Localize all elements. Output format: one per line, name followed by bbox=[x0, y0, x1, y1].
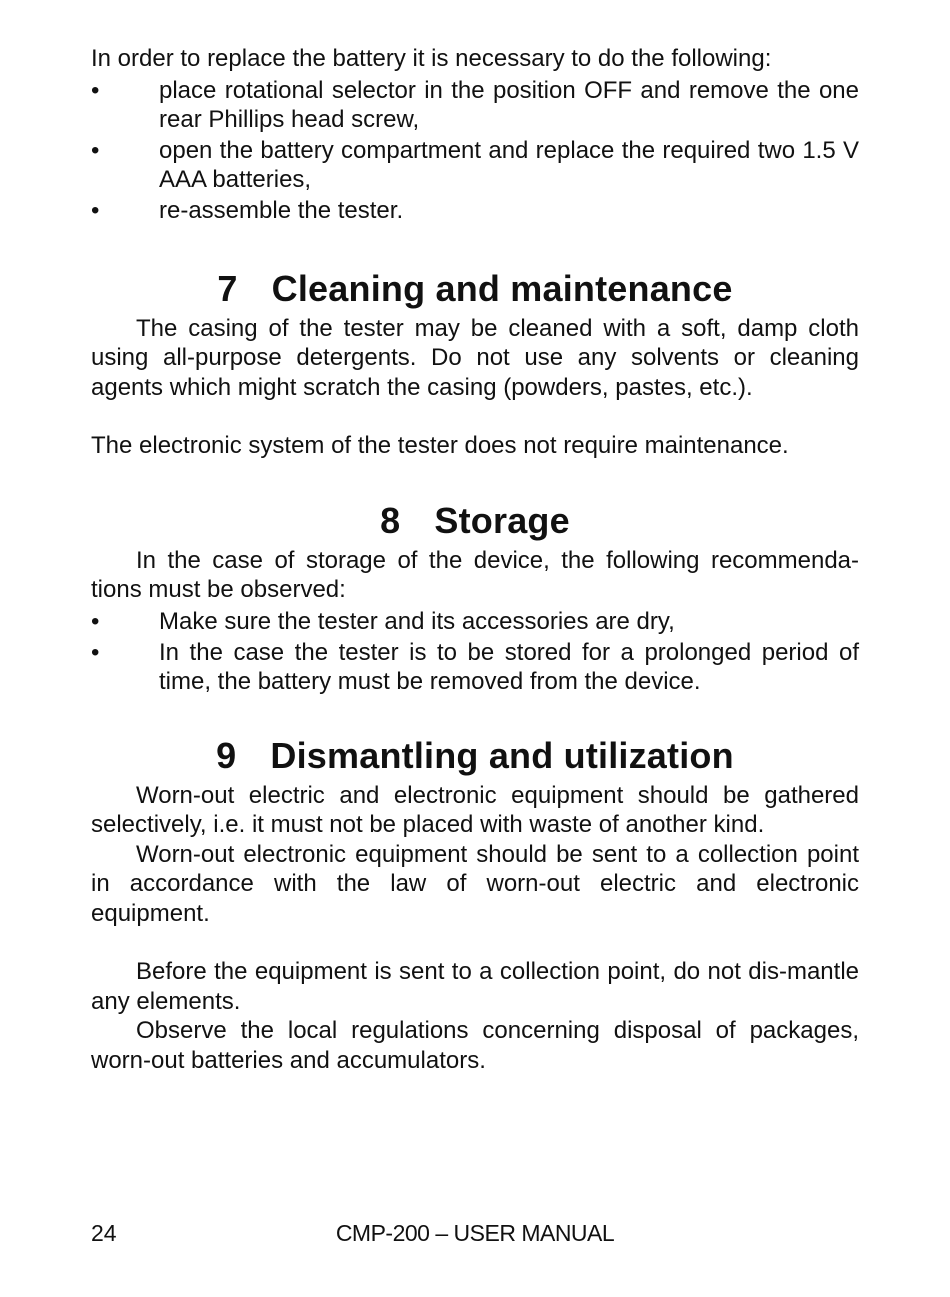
page-footer bbox=[91, 1220, 859, 1252]
section-heading-cleaning bbox=[91, 267, 859, 311]
storage-paragraph: In the case of storage of the device, the following recommenda-tions must be observed: bbox=[91, 546, 859, 603]
manual-page bbox=[91, 44, 859, 1075]
dismantling-paragraph-1: Worn-out electric and electronic equipment should be gathered selectively, i.e. it must not be placed with waste of another kind. bbox=[91, 781, 859, 838]
section-number: 7 bbox=[217, 267, 238, 309]
section-title: Cleaning and maintenance bbox=[271, 267, 733, 309]
dismantling-paragraph-2: Worn-out electronic equipment should be sent to a collection point in accordance with the law of worn-out electric and electronic equipment. bbox=[91, 840, 859, 927]
section-title: Storage bbox=[434, 499, 570, 541]
list-item: • open the battery compartment and replace the required two 1.5 V AAA batteries, bbox=[91, 136, 859, 193]
footer-title: CMP-200 – USER MANUAL bbox=[335, 1220, 615, 1246]
cleaning-paragraph: The casing of the tester may be cleaned with a soft, damp cloth using all-purpose detergents. Do not use any solvents or cleaning agents which might scratch the casing (powders, pastes, etc.). bbox=[91, 314, 859, 401]
bullet-icon: • bbox=[91, 196, 100, 224]
list-item: • re-assemble the tester. bbox=[91, 196, 404, 224]
maintenance-paragraph: The electronic system of the tester does not require maintenance. bbox=[91, 432, 789, 459]
battery-steps-list bbox=[91, 76, 859, 225]
intro-text: In order to replace the battery it is necessary to do the following: bbox=[91, 45, 772, 72]
dismantling-paragraph-4: Observe the local regulations concerning disposal of packages, worn-out batteries and accumulators. bbox=[91, 1017, 859, 1074]
storage-list bbox=[91, 607, 859, 696]
bullet-icon: • bbox=[91, 136, 100, 164]
section-heading-storage bbox=[91, 499, 859, 543]
section-title: Dismantling and utilization bbox=[270, 734, 734, 776]
list-item: • place rotational selector in the position OFF and remove the one rear Phillips head screw, bbox=[91, 76, 859, 133]
bullet-icon: • bbox=[91, 76, 100, 104]
bullet-icon: • bbox=[91, 638, 100, 666]
section-heading-dismantling bbox=[91, 734, 859, 778]
bullet-icon: • bbox=[91, 607, 100, 635]
list-item: • Make sure the tester and its accessories are dry, bbox=[91, 607, 675, 635]
section-number: 8 bbox=[380, 499, 401, 541]
dismantling-paragraph-3: Before the equipment is sent to a collection point, do not dis-mantle any elements. bbox=[91, 958, 859, 1015]
page-number: 24 bbox=[91, 1220, 117, 1246]
section-number: 9 bbox=[216, 734, 237, 776]
list-item: • In the case the tester is to be stored for a prolonged period of time, the battery must be removed from the device. bbox=[91, 638, 859, 695]
